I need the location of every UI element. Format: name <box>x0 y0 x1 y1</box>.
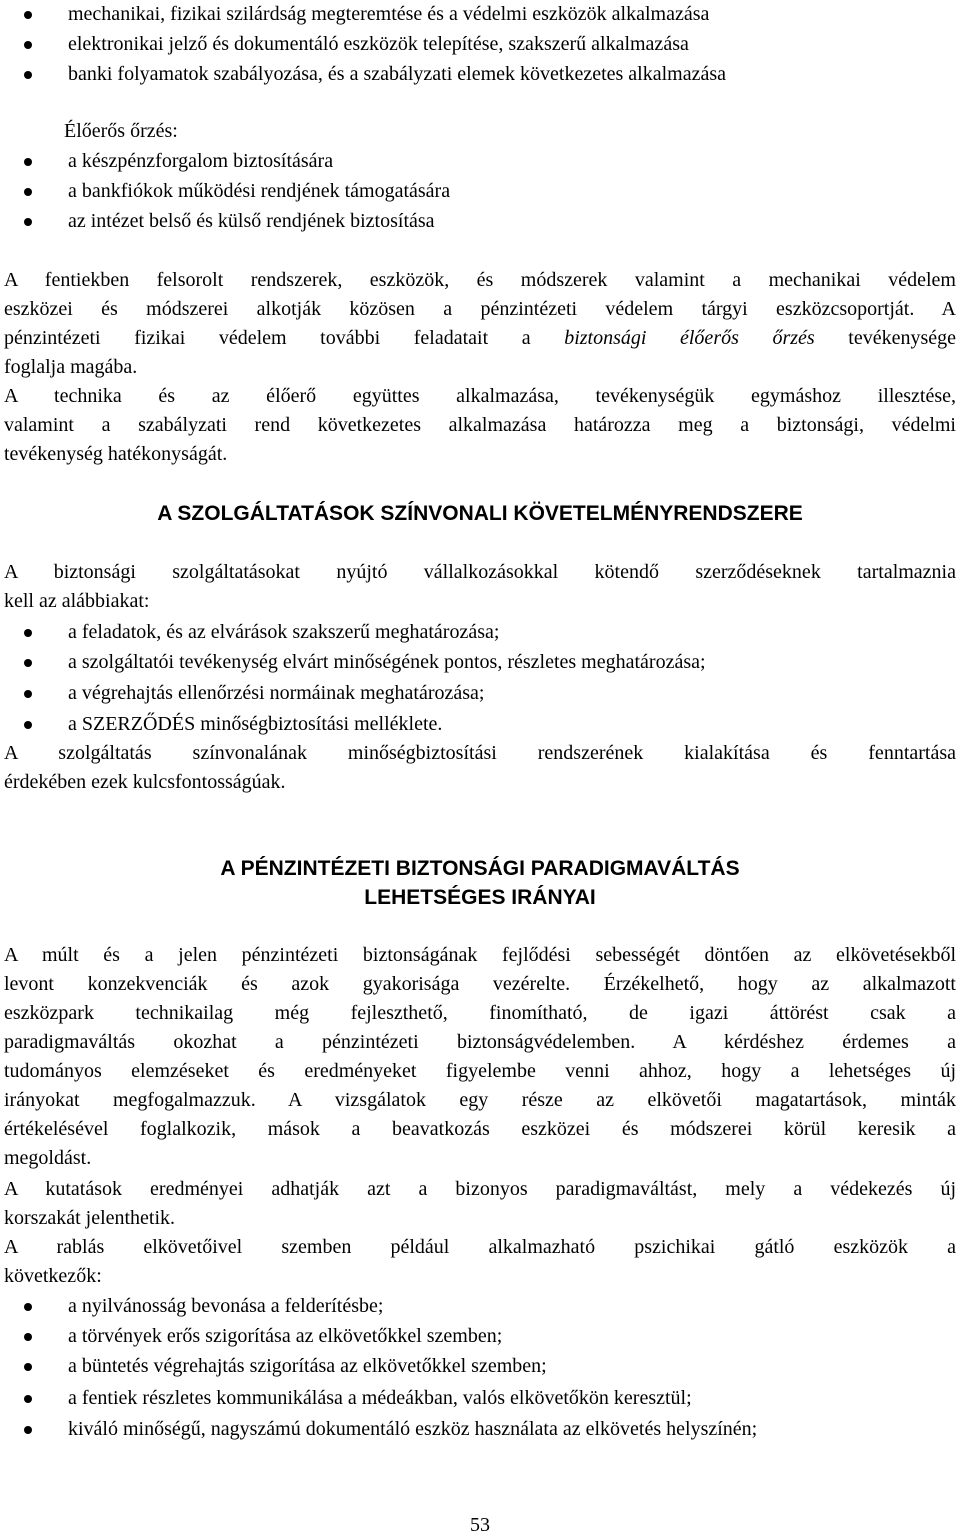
section-heading: LEHETSÉGES IRÁNYAI <box>364 886 596 909</box>
guard-label: Élőerős őrzés: <box>64 120 178 142</box>
section-heading: A PÉNZINTÉZETI BIZTONSÁGI PARADIGMAVÁLTÁS <box>220 857 740 880</box>
document-page: mechanikai, fizikai szilárdság megteremtése és a védelmi eszközök alkalmazása elektronikai jelző és dokumentáló eszközök telepítése, szakszerű alkalmazása banki folyamatok szabályozása, és a szabályzati elemek következetes alkalmazása Élőerős őrzés: a készpénzforgalom biztosítására a bankfiókok működési rendjének támogatására az intézet belső és külső rendjének biztosítása A fentiekben felsorolt rendszerek, eszközök, és módszerek valamint a mechanikai védelem eszközei és módszerei alkotják közösen a pénzintézeti védelem tárgyi eszközcsoportját. A pénzintézeti fizikai védelem további feladatait a biztonsági élőerős őrzés tevékenysége foglalja magába. A technika és az élőerő együttes alkalmazása, tevékenységük egymáshoz illesztése, valamint a szabályzati rend következetes alkalmazása határozza meg a biztonsági, védelmi tevékenység hatékonyságát. A SZOLGÁLTATÁSOK SZÍNVONALI KÖVETELMÉNYRENDSZERE A biztonsági szolgáltatásokat nyújtó vállalkozásokkal kötendő szerződéseknek tartalmaznia kell az alábbiakat: a feladatok, és az elvárások szakszerű meghatározása; a szolgáltatói tevékenység elvárt minőségének pontos, részletes meghatározása; a végrehajtás ellenőrzési normáinak meghatározása; a SZERZŐDÉS minőségbiztosítási melléklete. A szolgáltatás színvonalának minőségbiztosítási rendszerének kialakítása és fenntartása érdekében ezek kulcsfontosságúak. A PÉNZINTÉZETI BIZTONSÁGI PARADIGMAVÁLTÁS LEHETSÉGES IRÁNYAI A múlt és a jelen pénzintézeti biztonságának fejlődési sebességét döntően az elkövetésekből levont konzekvenciák és azok gyakorisága vezérelte. Érzékelhető, hogy az alkalmazott eszközpark technikailag még fejleszthető, finomítható, de igazi áttörést csak a paradigmaváltás okozhat a pénzintézeti biztonságvédelemben. A kérdéshez érdemes a tudományos elemzéseket és eredményeket figyelembe venni ahhoz, hogy a lehetséges új irányokat megfogalmazzuk. A vizsgálatok egy része az elkövetői magatartások, minták értékelésével foglalkozik, mások a beavatkozás eszközei és módszerei körül keresik a megoldást. A kutatások eredményei adhatják azt a bizonyos paradigmaváltást, mely a védekezés új korszakát jelenthetik. A rablás elkövetőivel szemben például alkalmazható pszichikai gátló eszközök a következők: a nyilvánosság bevonása a felderítésbe; a törvények erős szigorítása az elkövetőkkel szemben; a büntetés végrehajtás szigorítása az elkövetőkkel szemben; a fentiek részletes kommunikálása a médeákban, valós elkövetőkön keresztül; kiváló minőségű, nagyszámú dokumentáló eszköz használata az elkövetés helyszínén; 53 <box>0 0 960 1537</box>
page-number: 53 <box>470 1514 490 1536</box>
section-heading: A SZOLGÁLTATÁSOK SZÍNVONALI KÖVETELMÉNYRENDSZERE <box>157 502 803 525</box>
